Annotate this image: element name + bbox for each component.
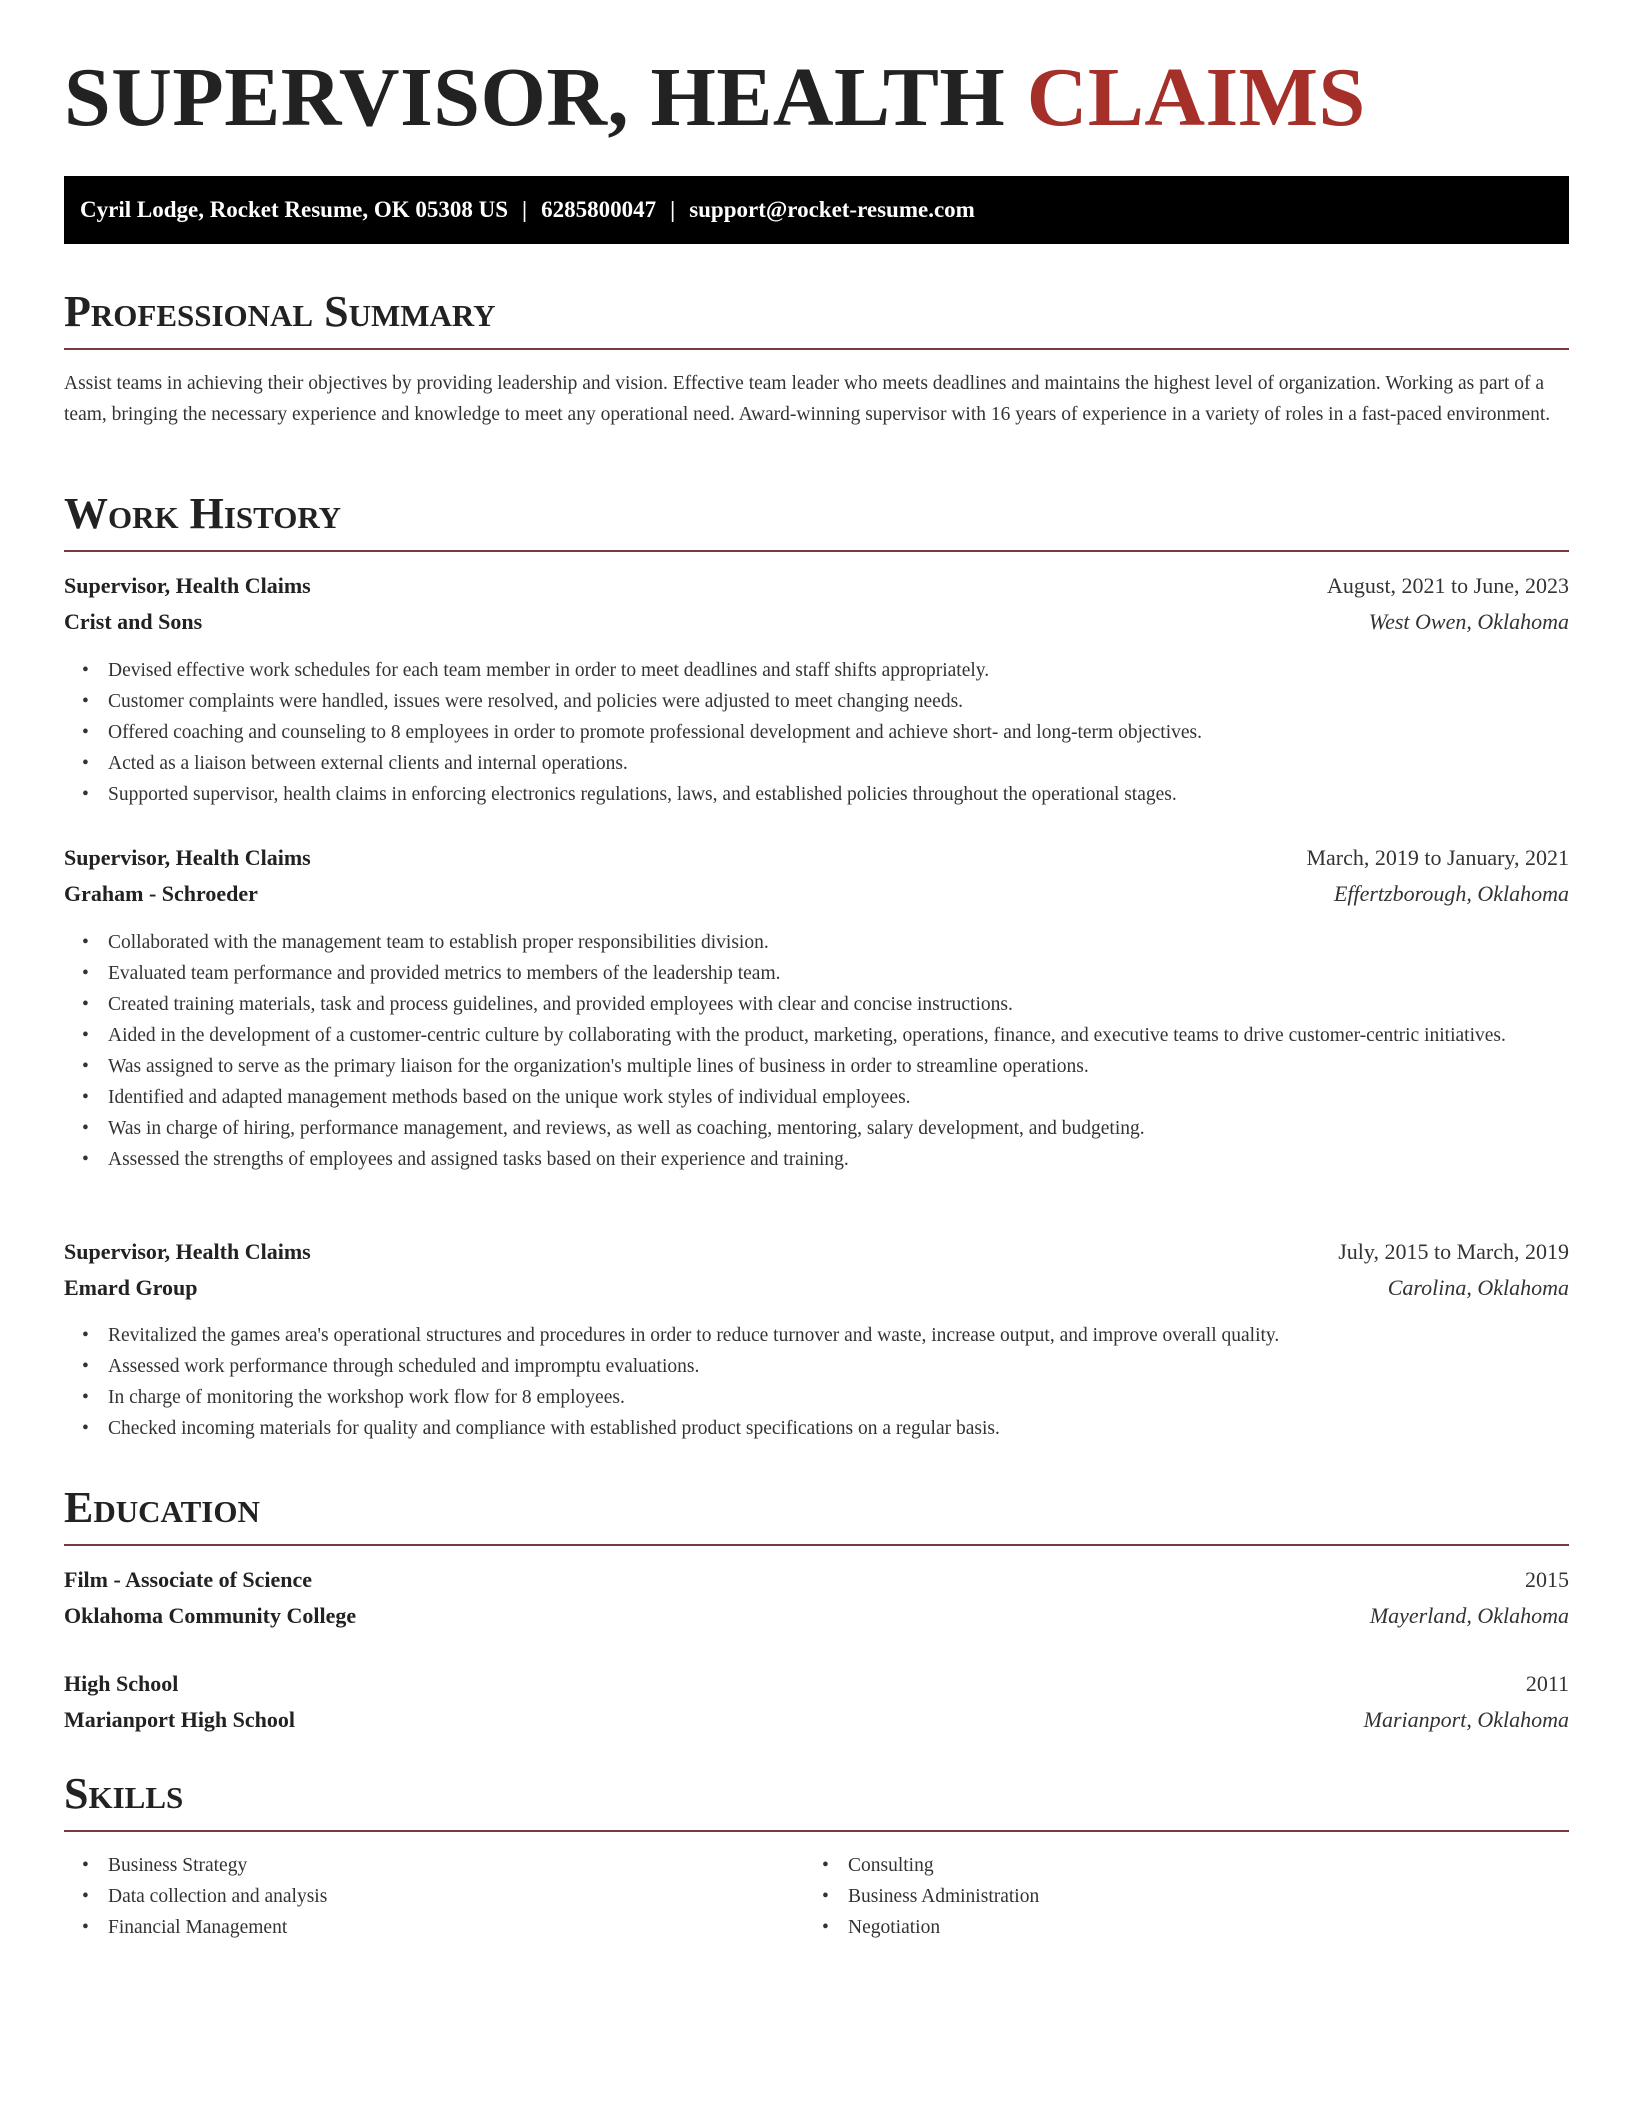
job-title: Supervisor, Health Claims [64,573,311,598]
job-title-row [64,1238,1569,1266]
skills-heading: Skills [64,1772,1569,1832]
skills-list [108,1850,1568,1943]
job-bullets [108,927,1568,1175]
list-item: • Collaborated with the management team to establish proper responsibilities division. [108,927,1568,958]
job-company-row [64,1274,1569,1302]
list-item: • Business Strategy [108,1850,848,1881]
job-company-row [64,880,1569,908]
list-item: • Supported supervisor, health claims in enforcing electronics regulations, laws, and established policies throughout the operational stages. [108,779,1568,810]
education-heading: Education [64,1486,1569,1546]
list-item: • Evaluated team performance and provided metrics to members of the leadership team. [108,958,1568,989]
job-bullets [108,655,1568,810]
list-item: • Financial Management [108,1912,848,1943]
list-item: • Acted as a liaison between external clients and internal operations. [108,748,1568,779]
list-item: • Devised effective work schedules for each team member in order to meet deadlines and staff shifts appropriately. [108,655,1568,686]
job-location: West Owen, Oklahoma [1368,609,1569,634]
job-title: Supervisor, Health Claims [64,1239,311,1264]
resume-title [64,51,1366,144]
education-year: 2015 [1525,1567,1569,1592]
education-school: Oklahoma Community College [64,1603,357,1628]
list-item: • Was assigned to serve as the primary liaison for the organization's multiple lines of business in order to streamline operations. [108,1051,1568,1082]
contact-bar [64,176,1569,244]
education-school: Marianport High School [64,1707,296,1732]
list-item: • Data collection and analysis [108,1881,848,1912]
job-company: Crist and Sons [64,609,203,634]
job-title: Supervisor, Health Claims [64,845,311,870]
summary-heading: Professional Summary [64,290,1569,350]
job-location: Carolina, Oklahoma [1387,1275,1569,1300]
list-item: • Assessed work performance through scheduled and impromptu evaluations. [108,1351,1568,1382]
job-location: Effertzborough, Oklahoma [1333,881,1569,906]
title-main: SUPERVISOR, HEALTH [64,51,1027,144]
list-item: • Offered coaching and counseling to 8 employees in order to promote professional development and achieve short- and long-term objectives. [108,717,1568,748]
job-company: Emard Group [64,1275,198,1300]
skills-column-1 [108,1850,848,1943]
job-dates: July, 2015 to March, 2019 [1338,1239,1569,1264]
list-item: • Consulting [848,1850,1039,1881]
list-item: • Aided in the development of a customer-centric culture by collaborating with the product, marketing, operations, finance, and executive teams to drive customer-centric initiatives. [108,1020,1568,1051]
list-item: • Checked incoming materials for quality and compliance with established product specifications on a regular basis. [108,1413,1568,1444]
education-degree-row [64,1566,1569,1594]
job-dates: March, 2019 to January, 2021 [1306,845,1569,870]
education-school-row [64,1602,1569,1630]
list-item: • Business Administration [848,1881,1039,1912]
list-item: • Identified and adapted management methods based on the unique work styles of individual employees. [108,1082,1568,1113]
job-title-row [64,844,1569,872]
title-accent: CLAIMS [1026,51,1366,144]
list-item: • In charge of monitoring the workshop work flow for 8 employees. [108,1382,1568,1413]
skills-column-2 [848,1850,1039,1943]
list-item: • Revitalized the games area's operational structures and procedures in order to reduce turnover and waste, increase output, and improve overall quality. [108,1320,1568,1351]
list-item: • Assessed the strengths of employees and assigned tasks based on their experience and training. [108,1144,1568,1175]
work-history-heading: Work History [64,492,1569,552]
education-degree-row [64,1670,1569,1698]
list-item: • Customer complaints were handled, issues were resolved, and policies were adjusted to meet changing needs. [108,686,1568,717]
list-item: • Was in charge of hiring, performance management, and reviews, as well as coaching, mentoring, salary development, and budgeting. [108,1113,1568,1144]
job-bullets [108,1320,1568,1444]
job-company: Graham - Schroeder [64,881,258,906]
contact-address: Cyril Lodge, Rocket Resume, OK 05308 US [80,197,509,222]
list-item: • Negotiation [848,1912,1039,1943]
contact-separator: | [670,197,676,222]
education-year: 2011 [1525,1671,1569,1696]
contact-email: support@rocket-resume.com [689,197,975,222]
job-dates: August, 2021 to June, 2023 [1327,573,1569,598]
education-school-row [64,1706,1569,1734]
list-item: • Created training materials, task and process guidelines, and provided employees with clear and concise instructions. [108,989,1568,1020]
summary-text: Assist teams in achieving their objectives by providing leadership and vision. Effective team leader who meets deadlines and maintains the highest level of organization. Working as part of a team, bringing the necessary experience and knowledge to meet any operational need. Award-winning supervisor with 16 years of experience in a variety of roles in a fast-paced environment. [64,373,1551,425]
job-title-row [64,572,1569,600]
education-location: Marianport, Oklahoma [1363,1707,1569,1732]
job-company-row [64,608,1569,636]
education-degree: High School [64,1671,179,1696]
contact-separator: | [522,197,528,222]
education-location: Mayerland, Oklahoma [1369,1603,1569,1628]
education-degree: Film - Associate of Science [64,1567,313,1592]
contact-phone: 6285800047 [541,197,657,222]
